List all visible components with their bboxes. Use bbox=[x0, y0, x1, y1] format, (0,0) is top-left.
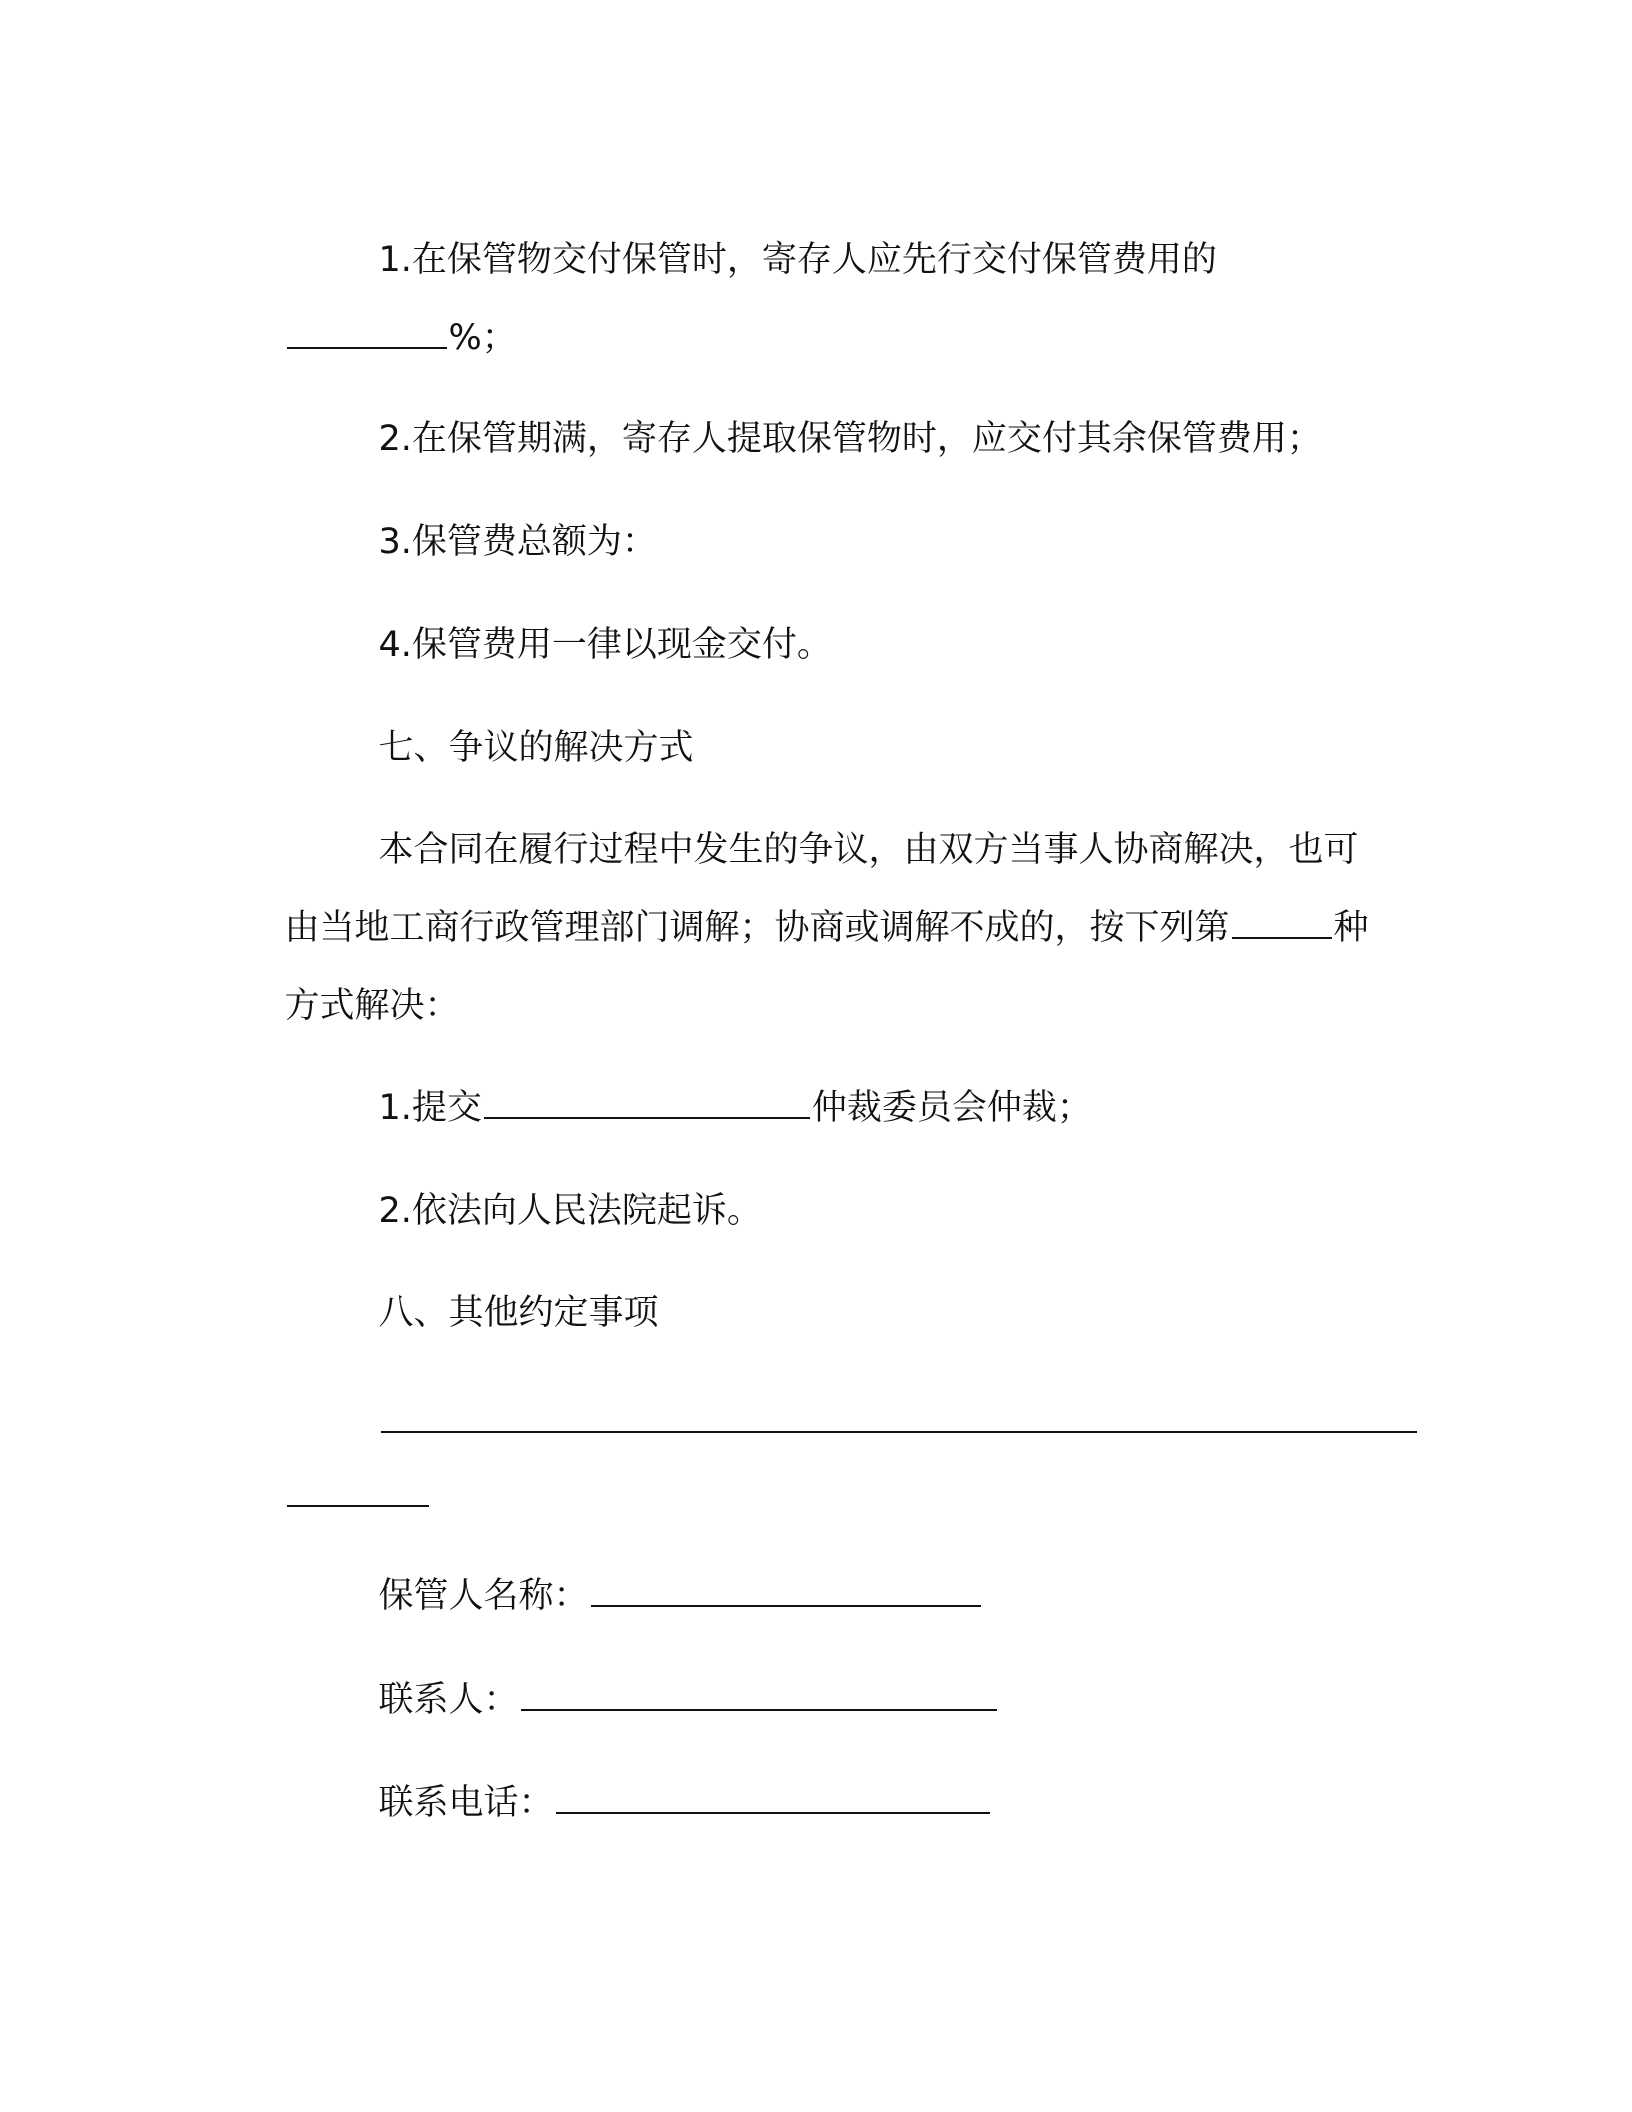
dispute-para-line3-text: 方式解决： bbox=[284, 986, 460, 1026]
contact-person-blank[interactable] bbox=[521, 1679, 997, 1711]
section-8-heading-text: 八、其他约定事项 bbox=[378, 1293, 659, 1333]
other-agreements-line-1 bbox=[334, 1356, 1419, 1488]
dispute-method-number-blank[interactable] bbox=[1232, 907, 1332, 939]
custodian-name-blank[interactable] bbox=[591, 1575, 981, 1607]
fee-item-1-suffix: %； bbox=[448, 318, 517, 358]
custodian-name-label: 保管人名称： bbox=[378, 1576, 589, 1616]
dispute-option-1-prefix: 1.提交 bbox=[378, 1088, 482, 1128]
contact-phone-blank[interactable] bbox=[556, 1782, 990, 1814]
dispute-option-2-text: 2.依法向人民法院起诉。 bbox=[378, 1191, 762, 1231]
contact-person-label: 联系人： bbox=[378, 1680, 519, 1720]
dispute-option-1-suffix: 仲裁委员会仲裁； bbox=[811, 1088, 1092, 1128]
fee-item-1-text: 1.在保管物交付保管时，寄存人应先行交付保管费用的 bbox=[378, 240, 1217, 280]
other-agreements-blank-2[interactable] bbox=[287, 1475, 429, 1507]
other-agreements-blank-1[interactable] bbox=[381, 1401, 1417, 1433]
dispute-para-line2-suffix: 种 bbox=[1333, 908, 1369, 948]
arbitration-committee-blank[interactable] bbox=[484, 1087, 810, 1119]
contact-phone-row bbox=[334, 1737, 992, 1869]
fee-item-3-text: 3.保管费总额为： bbox=[378, 522, 657, 562]
advance-percentage-blank[interactable] bbox=[287, 317, 447, 349]
dispute-para-line1-text: 本合同在履行过程中发生的争议，由双方当事人协商解决，也可 bbox=[378, 830, 1359, 870]
contact-phone-label: 联系电话： bbox=[378, 1783, 554, 1823]
dispute-para-line2-prefix: 由当地工商行政管理部门调解；协商或调解不成的，按下列第 bbox=[284, 908, 1230, 948]
fee-item-4-text: 4.保管费用一律以现金交付。 bbox=[378, 625, 832, 665]
section-7-heading-text: 七、争议的解决方式 bbox=[378, 728, 694, 768]
fee-item-2-text: 2.在保管期满，寄存人提取保管物时，应交付其余保管费用； bbox=[378, 419, 1322, 459]
